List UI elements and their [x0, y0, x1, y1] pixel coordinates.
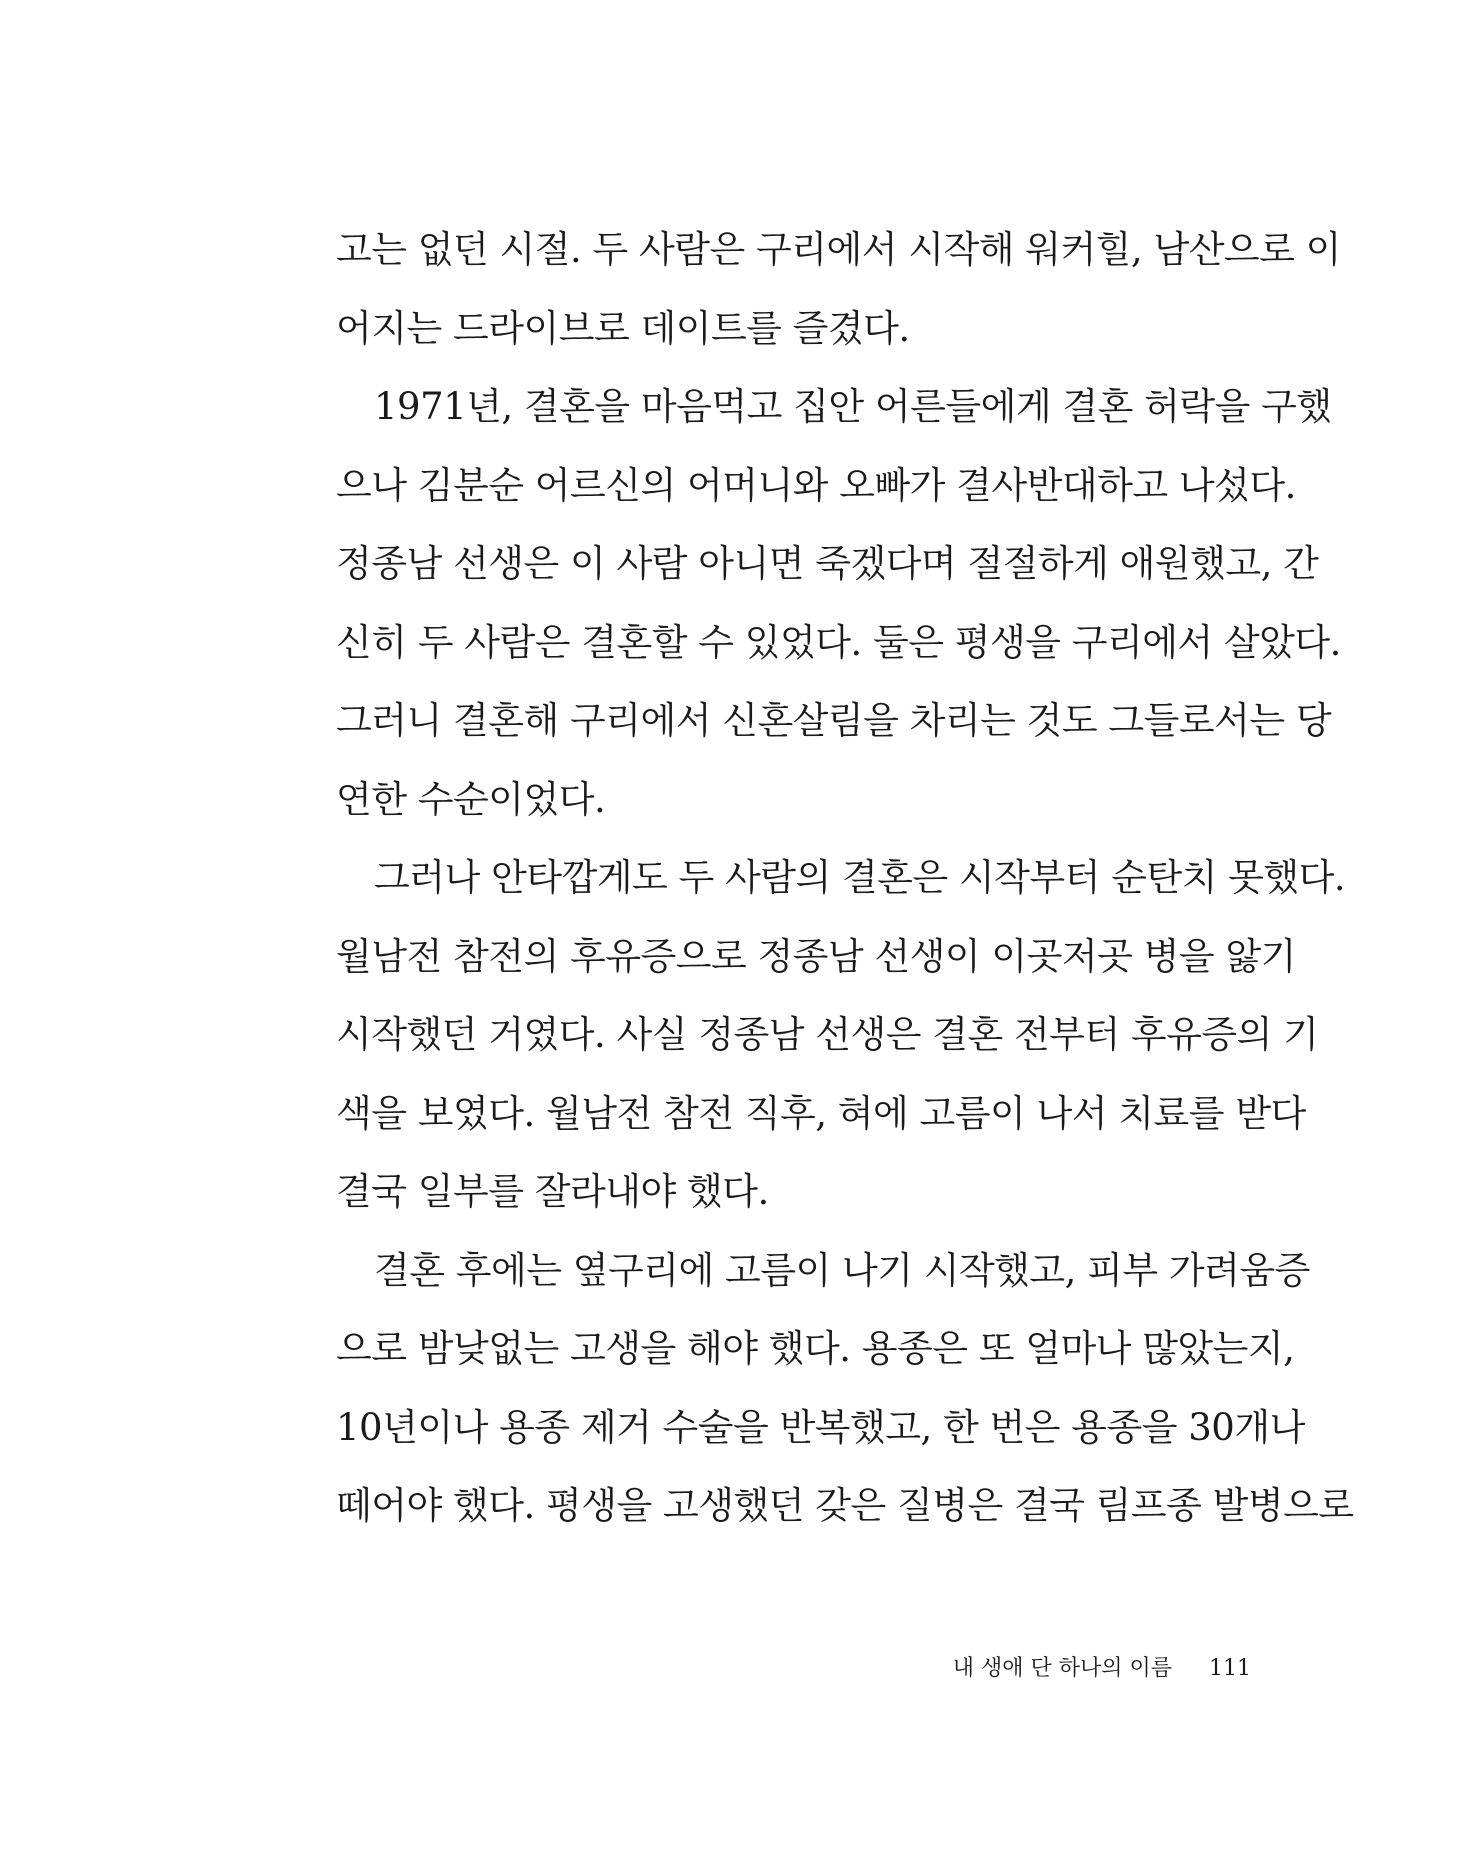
text-line: 10년이나 용종 제거 수술을 반복했고, 한 번은 용종을 30개나 — [336, 1405, 1305, 1449]
text-line: 월남전 참전의 후유증으로 정종남 선생이 이곳저곳 병을 앓기 — [336, 934, 1296, 978]
text-line: 결국 일부를 잘라내야 했다. — [336, 1170, 769, 1213]
text-line: 결혼 후에는 옆구리에 고름이 나기 시작했고, 피부 가려움증 — [374, 1248, 1310, 1292]
text-line: 으로 밤낮없는 고생을 해야 했다. 용종은 또 얼마나 많았는지, — [336, 1327, 1295, 1370]
text-line: 색을 보였다. 월남전 참전 직후, 혀에 고름이 나서 치료를 받다 — [336, 1091, 1306, 1135]
text-line: 고는 없던 시절. 두 사람은 구리에서 시작해 워커힐, 남산으로 이 — [336, 228, 1341, 271]
text-line: 신히 두 사람은 결혼할 수 있었다. 둘은 평생을 구리에서 살았다. — [336, 620, 1341, 664]
text-line: 떼어야 했다. 평생을 고생했던 갖은 질병은 결국 림프종 발병으로 — [336, 1484, 1354, 1527]
text-line: 1971년, 결혼을 마음먹고 집안 어른들에게 결혼 허락을 구했 — [374, 385, 1332, 428]
text-line: 그러니 결혼해 구리에서 신혼살림을 차리는 것도 그들로서는 당 — [336, 699, 1332, 742]
page-footer — [953, 1654, 1251, 1684]
page-number: 111 — [1209, 1656, 1251, 1681]
body-text — [336, 222, 1354, 1557]
text-line: 어지는 드라이브로 데이트를 즐겼다. — [336, 306, 910, 350]
text-line: 정종남 선생은 이 사람 아니면 죽겠다며 절절하게 애원했고, 간 — [336, 542, 1319, 585]
text-line: 시작했던 거였다. 사실 정종남 선생은 결혼 전부터 후유증의 기 — [336, 1013, 1319, 1056]
text-line: 연한 수순이었다. — [336, 777, 606, 821]
text-line: 으나 김분순 어르신의 어머니와 오빠가 결사반대하고 나섰다. — [336, 463, 1296, 507]
running-head: 내 생애 단 하나의 이름 — [952, 1656, 1172, 1681]
text-line: 그러나 안타깝게도 두 사람의 결혼은 시작부터 순탄치 못했다. — [374, 856, 1346, 899]
